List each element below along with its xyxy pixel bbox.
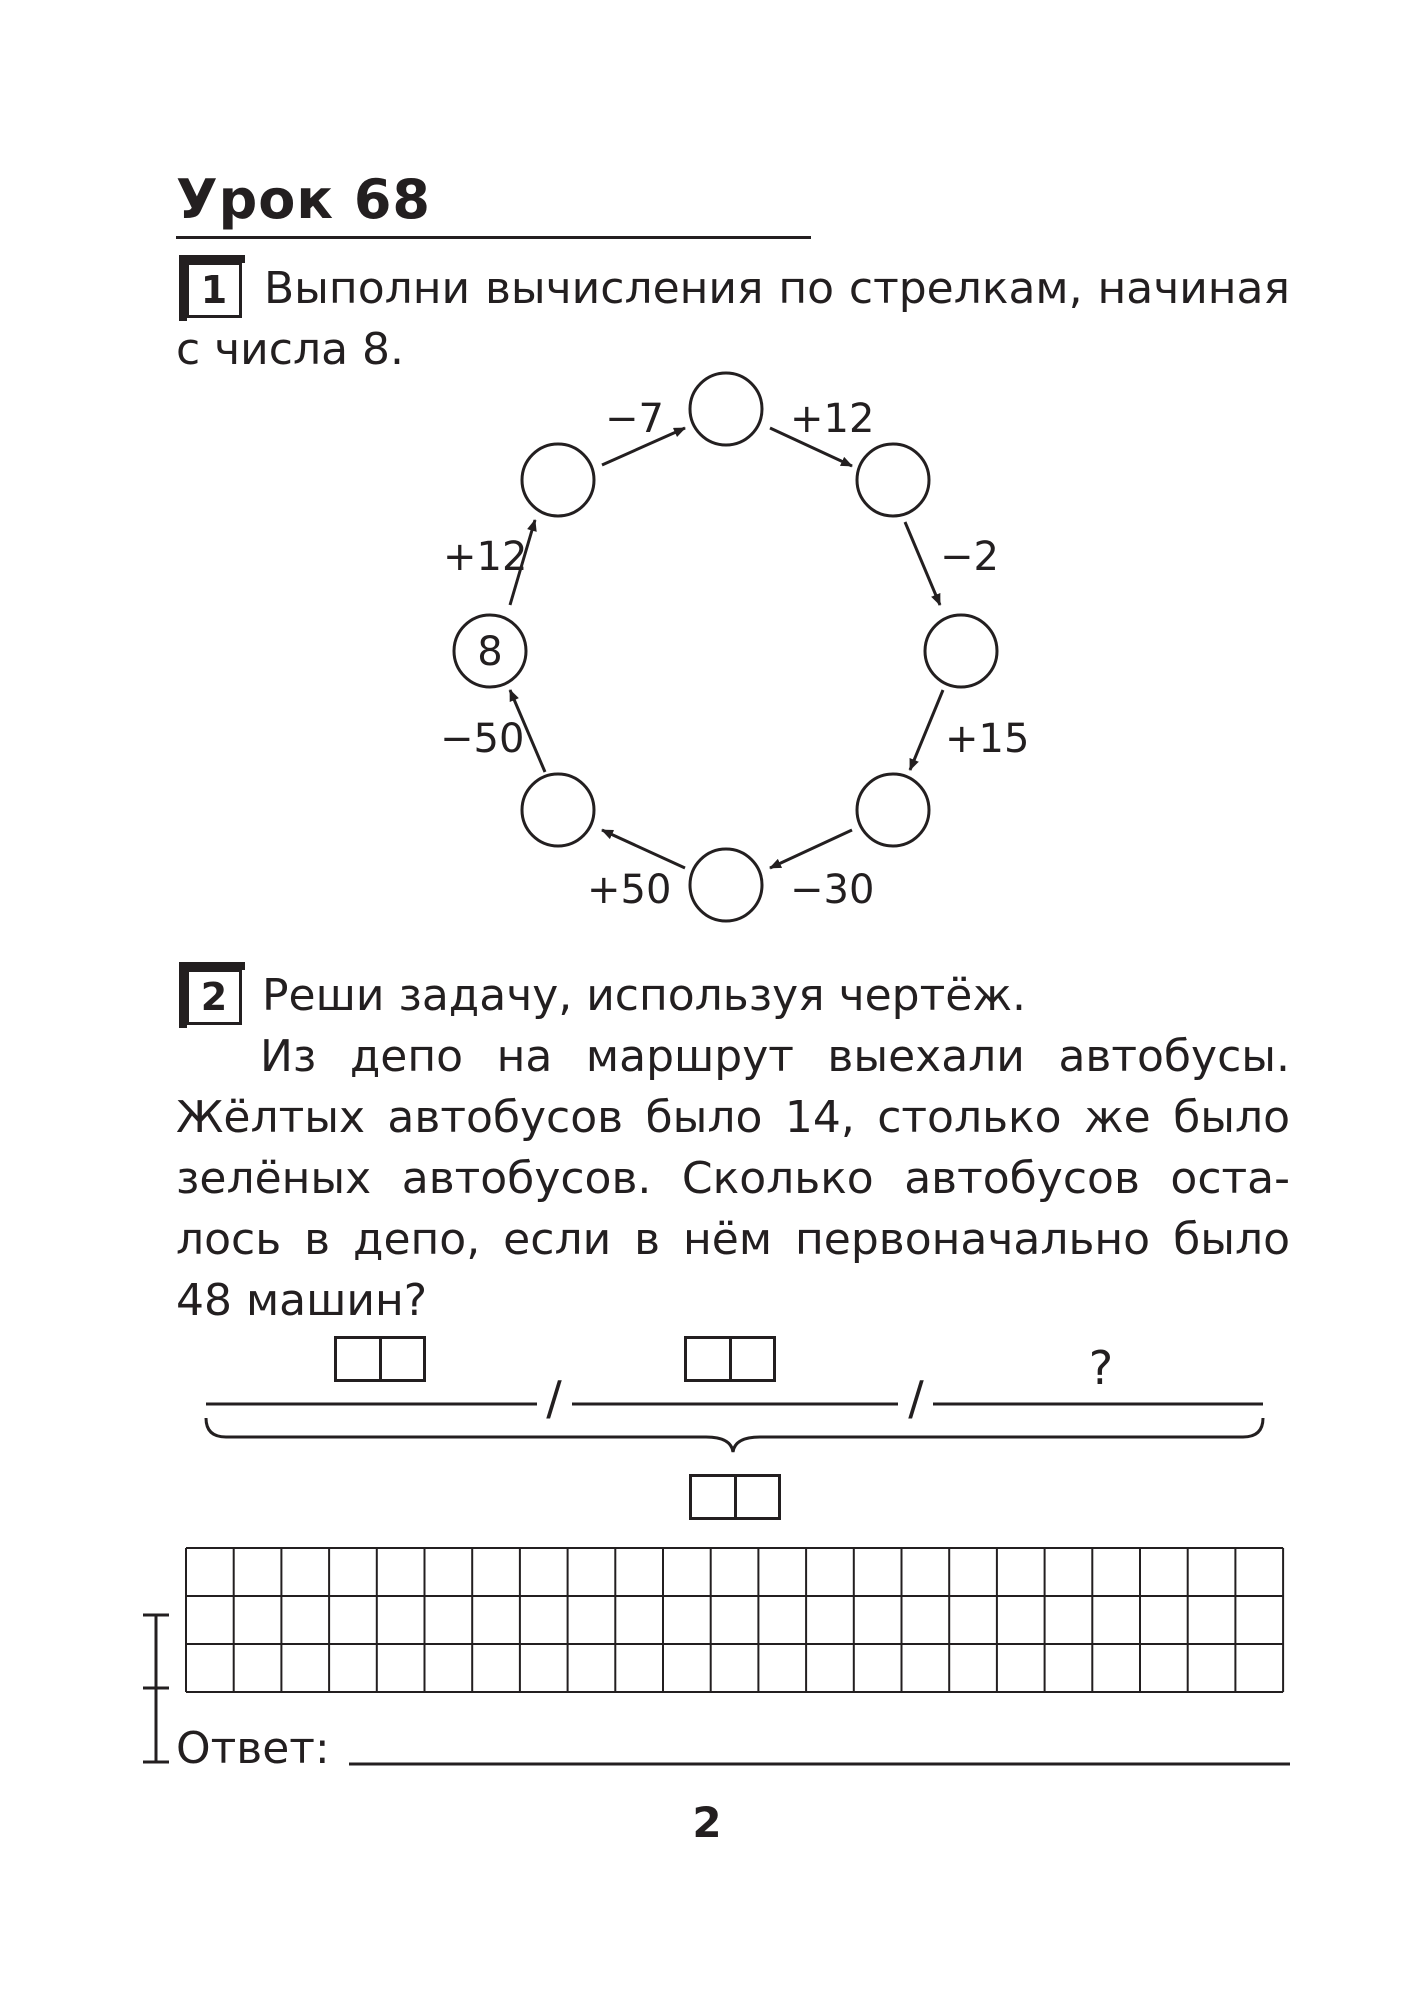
task-2-number: 2	[186, 969, 242, 1025]
task-1-text-line1: Выполни вычисления по стрелкам, начиная	[264, 263, 1290, 314]
lesson-title: Урок 68	[176, 168, 431, 231]
op-1: +12	[443, 534, 528, 580]
unknown-marker: ?	[1088, 1341, 1114, 1395]
separator-1: /	[546, 1371, 562, 1425]
answer-label: Ответ:	[176, 1723, 330, 1774]
start-value: 8	[477, 629, 503, 675]
task-1-text-line2: с числа 8.	[176, 324, 405, 375]
task-2-heading: Реши задачу, используя чертёж.	[262, 970, 1026, 1021]
problem-line-3: зелёных автобусов. Сколько автобусов оста-	[176, 1153, 1290, 1204]
task-1-number: 1	[186, 262, 242, 318]
op-4: −2	[940, 534, 999, 580]
page-number: 2	[692, 1798, 722, 1847]
op-8: −50	[440, 716, 525, 762]
problem-line-4: лось в депо, если в нём первоначально было	[176, 1214, 1290, 1265]
problem-line-1: Из депо на маршрут выехали автобусы.	[260, 1031, 1290, 1082]
problem-line-2: Жёлтых автобусов было 14, столько же было	[176, 1092, 1290, 1143]
op-7: +50	[587, 867, 672, 913]
separator-2: /	[908, 1371, 924, 1425]
op-6: −30	[790, 867, 875, 913]
op-3: +12	[790, 396, 875, 442]
op-2: −7	[605, 396, 664, 442]
problem-line-5: 48 машин?	[176, 1275, 428, 1326]
op-5: +15	[945, 716, 1030, 762]
solution-grid[interactable]	[186, 1548, 1283, 1692]
